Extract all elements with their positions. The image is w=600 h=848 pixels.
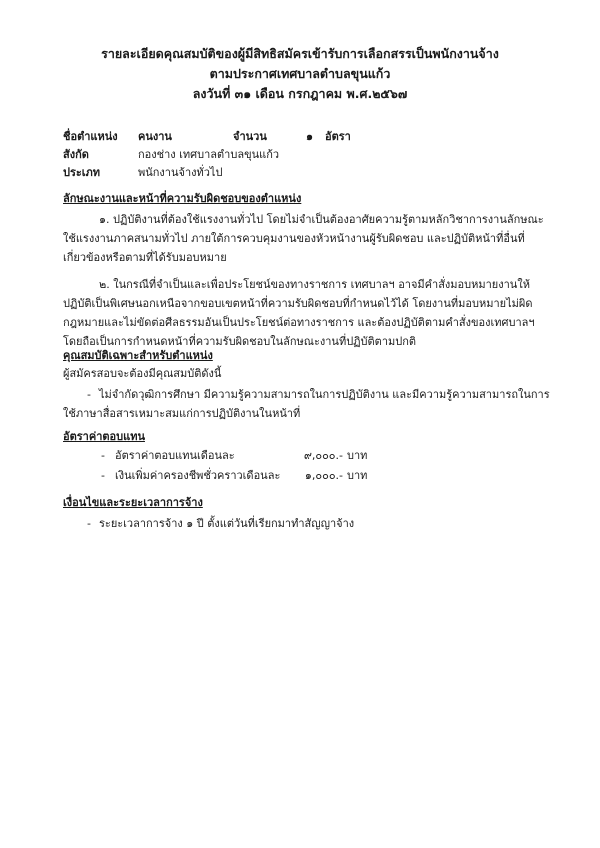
- duties-section: [63, 190, 551, 351]
- condition-text: ระยะเวลาการจ้าง ๑ ปี ตั้งแต่วันที่เรียกมาทำสัญญาจ้าง: [99, 517, 355, 530]
- compensation-section: [63, 428, 551, 486]
- conditions-title: เงื่อนไขและระยะเวลาการจ้าง: [63, 496, 203, 509]
- duty-item-1: ๑. ปฏิบัติงานที่ต้องใช้แรงงานทั่วไป โดยไม่จำเป็นต้องอาศัยความรู้ตามหลักวิชาการงานลักษณะใช้แรงงานภาคสนามทั่วไป ภายใต้การควบคุมงานของหัวหน้างานผู้รับผิดชอบ และปฏิบัติหน้าที่อื่นที่เกี่ยวข้องหรือตามที่ได้รับมอบหมาย: [63, 213, 544, 264]
- header-date: ลงวันที่ ๓๑ เดือน กรกฎาคม พ.ศ.๒๕๖๗: [192, 86, 408, 101]
- document-header: [0, 44, 600, 104]
- qualification-text: ไม่จำกัดวุฒิการศึกษา มีความรู้ความสามารถในการปฏิบัติงาน และมีความรู้ความสามารถในการใช้ภาษาสื่อสารเหมาะสมแก่การปฏิบัติงานในหน้าที่: [63, 388, 550, 420]
- type-value: พนักงานจ้างทั่วไป: [138, 166, 223, 179]
- count-unit: อัตรา: [325, 130, 351, 143]
- rate-amount: ๑,๐๐๐.-: [304, 469, 343, 482]
- rate-unit: บาท: [347, 469, 368, 482]
- type-label: ประเภท: [63, 166, 101, 179]
- position-value: คนงาน: [138, 130, 172, 143]
- rate-row: [63, 466, 551, 486]
- rate-unit: บาท: [347, 449, 368, 462]
- count-label: จำนวน: [233, 130, 267, 143]
- header-announcement: ตามประกาศเทศบาลตำบลขุนแก้ว: [209, 66, 391, 81]
- rate-amount: ๙,๐๐๐.-: [303, 449, 343, 462]
- bullet-dash: -: [87, 388, 91, 401]
- qualifications-title: คุณสมบัติเฉพาะสำหรับตำแหน่ง: [63, 349, 213, 362]
- qualifications-section: [63, 347, 551, 423]
- duties-title: ลักษณะงานและหน้าที่ความรับผิดชอบของตำแหน่ง: [63, 192, 302, 205]
- rate-label: เงินเพิ่มค่าครองชีพชั่วคราวเดือนละ: [115, 469, 281, 482]
- conditions-section: [63, 494, 551, 533]
- qualification-item: [63, 385, 551, 423]
- condition-item: [63, 514, 551, 533]
- department-value: กองช่าง เทศบาลตำบลขุนแก้ว: [138, 148, 280, 161]
- bullet-dash: -: [101, 449, 105, 462]
- rate-label: อัตราค่าตอบแทนเดือนละ: [115, 449, 235, 462]
- bullet-dash: -: [101, 469, 105, 482]
- bullet-dash: -: [87, 517, 91, 530]
- duty-item-2: ๒. ในกรณีที่จำเป็นและเพื่อประโยชน์ของทางราชการ เทศบาลฯ อาจมีคำสั่งมอบหมายงานให้ปฏิบัติเป็นพิเศษนอกเหนือจากขอบเขตหน้าที่ความรับผิดชอบที่กำหนดไว้ได้ โดยงานที่มอบหมายไม่ผิดกฎหมายและไม่ขัดต่อศีลธรรมอันเป็นประโยชน์ต่อทางราชการ และต้องปฏิบัติตามคำสั่งของเทศบาลฯ โดยถือเป็นการกำหนดหน้าที่ความรับผิดชอบในลักษณะงานที่ปฏิบัติตามปกติ: [63, 278, 535, 348]
- count-value: ๑: [306, 130, 313, 143]
- qualifications-intro: ผู้สมัครสอบจะต้องมีคุณสมบัติดังนี้: [63, 367, 222, 380]
- department-label: สังกัด: [63, 148, 89, 161]
- rate-row: [63, 446, 551, 466]
- compensation-title: อัตราค่าตอบแทน: [63, 430, 145, 443]
- header-title: รายละเอียดคุณสมบัติของผู้มีสิทธิสมัครเข้ารับการเลือกสรรเป็นพนักงานจ้าง: [101, 46, 499, 61]
- position-label: ชื่อตำแหน่ง: [63, 130, 118, 143]
